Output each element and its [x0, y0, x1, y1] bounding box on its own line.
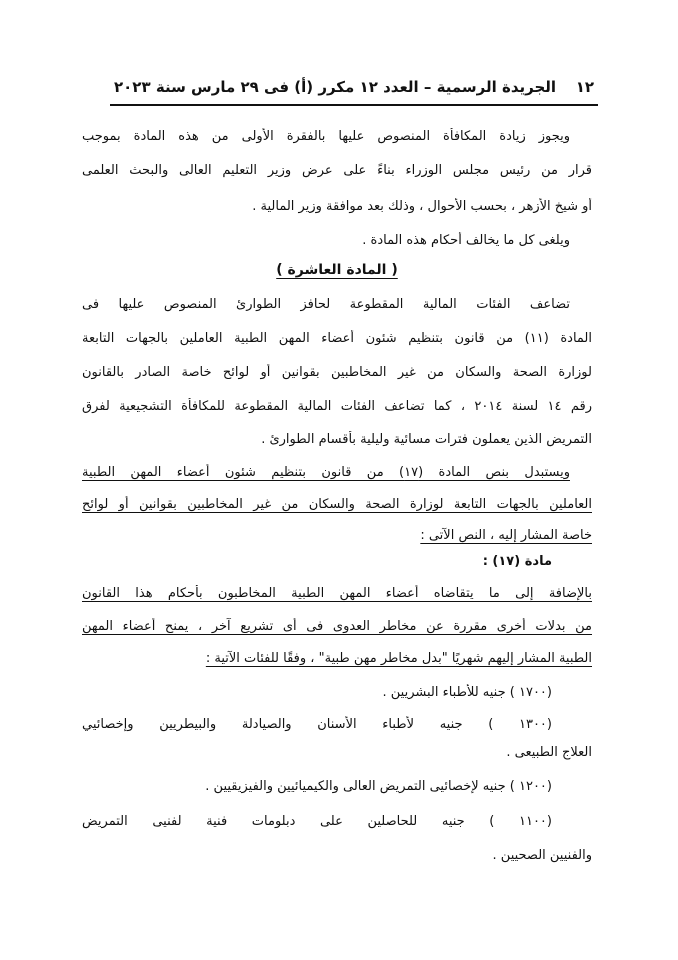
- paragraph-line: تضاعف الفئات المالية المقطوعة لحافز الطوارئ المنصوص عليها فى: [82, 297, 570, 312]
- underlined-line: العاملين بالجهات التابعة لوزارة الصحة والسكان من غير المخاطبين بقوانين أو لوائح: [82, 497, 592, 512]
- page-number: ١٢: [575, 78, 594, 96]
- paragraph-line: رقم ١٤ لسنة ٢٠١٤ ، كما تضاعف الفئات المالية المقطوعة للمكافأة التشجيعية لفرق: [82, 399, 592, 414]
- underlined-line: الطبية المشار إليهم شهريًا "بدل مخاطر مهن طبية" ، وفقًا للفئات الآتية :: [205, 651, 592, 666]
- paragraph-line: ويلغى كل ما يخالف أحكام هذه المادة .: [362, 233, 570, 248]
- paragraph-line: والفنيين الصحيين .: [492, 848, 592, 863]
- paragraph-line: لوزارة الصحة والسكان من غير المخاطبين بقوانين أو لوائح خاصة الصادر بالقانون: [82, 365, 592, 380]
- underlined-line: ويستبدل بنص المادة (١٧) من قانون بتنظيم شئون أعضاء المهن الطبية: [82, 465, 570, 480]
- article-label: مادة (١٧) :: [482, 554, 552, 569]
- allowance-item: (١٢٠٠ ) جنيه لإخصائيى التمريض العالى والكيميائيين والفيزيقيين .: [205, 779, 552, 794]
- underlined-line: من بدلات أخرى مقررة عن مخاطر العدوى فى أى تشريع آخر ، يمنح أعضاء المهن: [82, 619, 592, 634]
- underlined-line: خاصة المشار إليه ، النص الآتى :: [420, 528, 592, 543]
- allowance-item: (١٣٠٠ ) جنيه لأطباء الأسنان والصيادلة والبيطريين وإخصائيي: [82, 717, 552, 732]
- header-divider: [110, 104, 598, 106]
- paragraph-line: المادة (١١) من قانون بتنظيم شئون أعضاء المهن الطبية العاملين بالجهات التابعة: [82, 331, 592, 346]
- page-header: [114, 78, 594, 104]
- paragraph-line: أو شيخ الأزهر ، بحسب الأحوال ، وذلك بعد موافقة وزير المالية .: [252, 199, 592, 214]
- paragraph-line: ويجوز زيادة المكافأة المنصوص عليها بالفقرة الأولى من هذه المادة بموجب: [82, 129, 570, 144]
- paragraph-line: قرار من رئيس مجلس الوزراء بناءً على عرض وزير التعليم العالى والبحث العلمى: [82, 163, 592, 178]
- paragraph-line: العلاج الطبيعى .: [506, 745, 592, 760]
- allowance-item: (١١٠٠ ) جنيه للحاصلين على دبلومات فنية لفنيى التمريض: [82, 814, 552, 829]
- underlined-line: بالإضافة إلى ما يتقاضاه أعضاء المهن الطبية المخاطبون بأحكام هذا القانون: [82, 586, 592, 601]
- gazette-title: الجريدة الرسمية – العدد ١٢ مكرر (أ) فى ٢٩ مارس سنة ٢٠٢٣: [114, 78, 557, 96]
- article-heading: ( المادة العاشرة ): [276, 262, 398, 278]
- allowance-item: (١٧٠٠ ) جنيه للأطباء البشريين .: [382, 685, 552, 700]
- paragraph-line: التمريض الذين يعملون فترات مسائية وليلية بأقسام الطوارئ .: [261, 432, 592, 447]
